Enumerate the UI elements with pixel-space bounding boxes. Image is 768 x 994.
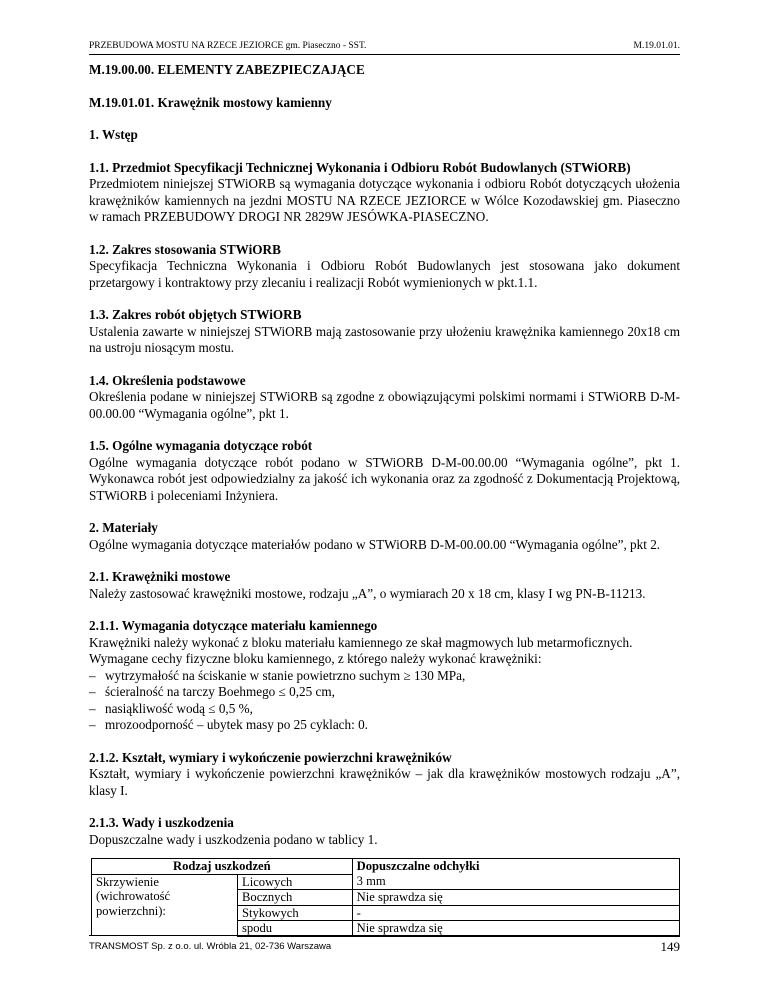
stone-properties-list: [89, 668, 680, 734]
section-2-1-3-heading: 2.1.3. Wady i uszkodzenia: [89, 815, 234, 830]
header-allowed-deviation: Dopuszczalne odchyłki: [352, 859, 679, 875]
table-row: [92, 874, 680, 890]
spec-title: M.19.01.01. Krawężnik mostowy kamienny: [89, 94, 332, 110]
dash-bullet: –: [89, 700, 96, 716]
section-2-1-1-text2: Wymagane cechy fizyczne bloku kamiennego, z którego należy wykonać krawężniki:: [89, 651, 542, 666]
page-number: 149: [660, 939, 680, 954]
section-1-3-heading: 1.3. Zakres robót objętych STWiORB: [89, 307, 302, 322]
section-1-5-heading: 1.5. Ogólne wymagania dotyczące robót: [89, 438, 313, 453]
section-1-1-heading: 1.1. Przedmiot Specyfikacji Technicznej Wykonania i Odbioru Robót Budowlanych (STWiORB): [89, 159, 631, 175]
document-body: [89, 62, 680, 937]
section-1-3-text: Ustalenia zawarte w niniejszej STWiORB mają zastosowanie przy ułożeniu krawężnika kamiennego 20x18 cm na ustroju niosącym mostu.: [89, 323, 680, 355]
value-cell: Nie sprawdza się: [352, 921, 679, 937]
section-2-1-3-text: Dopuszczalne wady i uszkodzenia podano w tablicy 1.: [89, 831, 378, 847]
list-item: – mrozoodporność – ubytek masy po 25 cyklach: 0.: [89, 717, 368, 732]
section-1-1-text: Przedmiotem niniejszej STWiORB są wymagania dotyczące wykonania i odbioru Robót dotyczących ułożenia krawężników kamiennych na jezdni MOSTU NA RZECE JEZIORCE w Wólce Kozodawskiej gm. Piaseczno w ramach PRZEBUDOWY DROGI NR 2829W JESÓWKA-PIASECZNO.: [89, 176, 680, 224]
section-2-1-2-heading: 2.1.2. Kształt, wymiary i wykończenie powierzchni krawężników: [89, 749, 452, 765]
page-footer: [89, 935, 680, 956]
section-2-1-2-text: Kształt, wymiary i wykończenie powierzchni krawężników – jak dla krawężników mostowych rodzaju „A”, klasy I.: [89, 766, 680, 798]
defects-table: [91, 858, 680, 937]
surface-cell: Bocznych: [238, 890, 353, 906]
section-1-4-text: Określenia podane w niniejszej STWiORB są zgodne z obowiązującymi polskimi normami i STWiORB D-M-00.00.00 “Wymagania ogólne”, pkt 1.: [89, 389, 680, 421]
list-item: – nasiąkliwość wodą ≤ 0,5 %,: [89, 700, 253, 716]
value-cell: -: [352, 905, 679, 921]
header-spec-code: M.19.01.01.: [633, 41, 680, 51]
section-1-heading: 1. Wstęp: [89, 127, 138, 142]
page-header: [89, 37, 680, 55]
list-item: – wytrzymałość na ściskanie w stanie powietrzno suchym ≥ 130 MPa,: [89, 667, 466, 683]
section-2-text: Ogólne wymagania dotyczące materiałów podano w STWiORB D-M-00.00.00 “Wymagania ogólne”, pkt 2.: [89, 536, 661, 552]
header-title: PRZEBUDOWA MOSTU NA RZECE JEZIORCE gm. Piaseczno - SST.: [89, 41, 367, 51]
surface-cell: Licowych: [238, 874, 353, 890]
table-header-row: [92, 859, 680, 875]
section-2-heading: 2. Materiały: [89, 520, 158, 535]
section-2-1-1-heading: 2.1.1. Wymagania dotyczące materiału kamiennego: [89, 618, 378, 633]
section-1-5-text: Ogólne wymagania dotyczące robót podano w STWiORB D-M-00.00.00 “Wymagania ogólne”, pkt 1. Wykonawca robót jest odpowiedzialny za jakość ich wykonania oraz za zgodność z Dokumentacją Projektową, STWiORB i poleceniami Inżyniera.: [89, 454, 680, 503]
section-1-2-heading: 1.2. Zakres stosowania STWiORB: [89, 241, 281, 257]
value-cell: 3 mm: [352, 874, 679, 890]
value-cell: Nie sprawdza się: [352, 890, 679, 906]
dash-bullet: –: [89, 667, 96, 683]
section-2-1-text: Należy zastosować krawężniki mostowe, rodzaju „A”, o wymiarach 20 x 18 cm, klasy I wg PN-B-11213.: [89, 585, 646, 601]
section-1-2-text: Specyfikacja Techniczna Wykonania i Odbioru Robót Budowlanych jest stosowana jako dokument przetargowy i kontraktowy przy zlecaniu i realizacji Robót wymienionych w pkt.1.1.: [89, 258, 680, 290]
header-defect-type: Rodzaj uszkodzeń: [92, 859, 353, 875]
footer-company-address: TRANSMOST Sp. z o.o. ul. Wróbla 21, 02-736 Warszawa: [89, 941, 332, 952]
surface-cell: Stykowych: [238, 905, 353, 921]
defect-type-cell: Skrzywienie (wichrowatość powierzchni):: [92, 874, 238, 936]
surface-cell: spodu: [238, 921, 353, 937]
section-1-4-heading: 1.4. Określenia podstawowe: [89, 372, 246, 388]
section-2-1-heading: 2.1. Krawężniki mostowe: [89, 569, 231, 584]
chapter-title: M.19.00.00. ELEMENTY ZABEZPIECZAJĄCE: [89, 62, 365, 77]
dash-bullet: –: [89, 684, 96, 699]
section-2-1-1-text1: Krawężniki należy wykonać z bloku materiału kamiennego ze skał magmowych lub metarmoficznych.: [89, 634, 633, 650]
dash-bullet: –: [89, 717, 96, 732]
list-item: – ścieralność na tarczy Boehmego ≤ 0,25 cm,: [89, 684, 335, 699]
